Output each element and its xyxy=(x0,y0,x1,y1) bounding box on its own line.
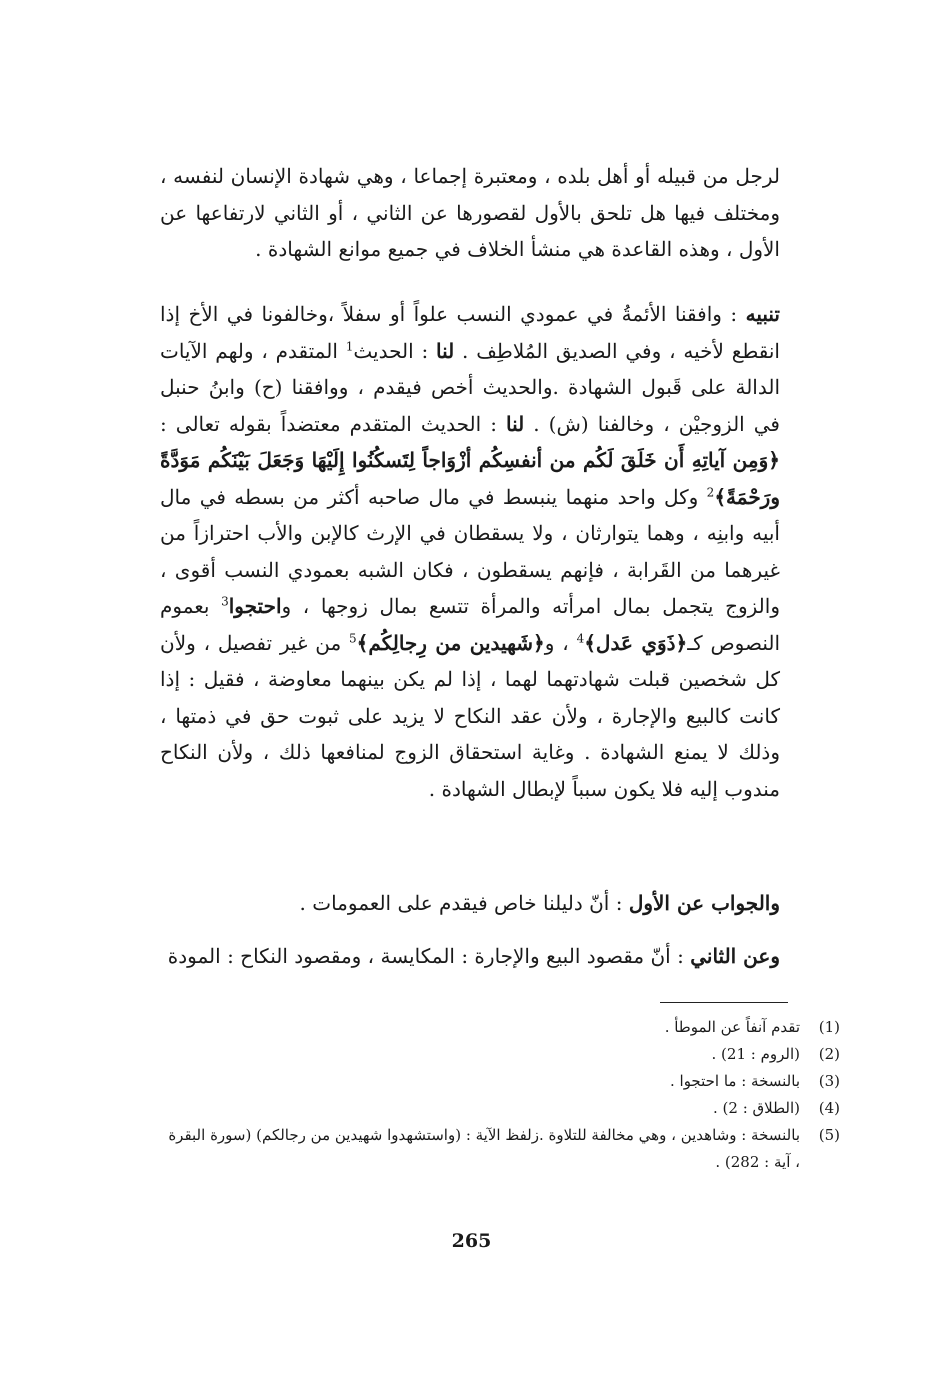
footnote-item xyxy=(160,1122,840,1176)
footnote-ref-2: 2 xyxy=(706,484,715,499)
paragraph-2-text xyxy=(160,296,780,807)
note-label: تنبيه xyxy=(745,302,780,326)
footnote-text: (الطلاق : 2) . xyxy=(712,1099,800,1117)
paragraph-2-part-8: من غير تفصيل ، ولأن كل شخصين قبلت شهادتهما لهما ، إذا لم يكن بينهما معاوضة ، فقيل : إذا كانت كالبيع والإجارة ، ولأن عقد النكاح لا يزيد على ثبوت حق في ذمتها ، وذلك لا يمنع الشهادة . وغاية استحقاق الزوج لمنافعها ذلك ، ولأن النكاح مندوب إليه فلا يكون سبباً لإبطال الشهادة . xyxy=(160,630,780,801)
footnote-text: بالنسخة : وشاهدين ، وهي مخالفة للتلاوة .زلفظ الآية : (واستشهدوا شهيدين من رجالكم) (سورة البقرة ، آية : 282) . xyxy=(168,1126,800,1171)
quran-verse-rum: ﴿وَمِن آياتِهِ أَن خَلَقَ لَكُم من أنفسِكُم أزْوَاجاً لِتَسكُنُوا إِلَيْهَا وَجَعَلَ بَيْنَكُم مَوَدَّةً ورَحْمَةً﴾ xyxy=(160,448,780,509)
footnote-item xyxy=(160,1068,840,1095)
lana-label-2: لنا xyxy=(506,411,525,436)
ihtajju-label: احتجوا xyxy=(228,594,282,618)
paragraph-2-part-6: بعموم النصوص كـ xyxy=(160,594,781,655)
paragraph-3-text xyxy=(160,885,780,922)
paragraph-1 xyxy=(160,158,780,268)
quran-verse-talaq: ﴿ذَوَي عَدل﴾ xyxy=(584,630,688,655)
footnote-text: (الروم : 21) . xyxy=(711,1045,800,1063)
paragraph-2-part-2: : الحديث xyxy=(353,338,436,363)
footnote-text: بالنسخة : ما احتجوا . xyxy=(669,1072,800,1090)
paragraph-4-text xyxy=(160,938,780,975)
paragraph-2-part-7: ، و xyxy=(544,630,577,655)
footnote-ref-5: 5 xyxy=(349,630,357,645)
footnote-item xyxy=(160,1095,840,1122)
footnote-item xyxy=(160,1041,840,1068)
footnote-number: (3) xyxy=(818,1072,840,1090)
paragraph-2-part-4: : الحديث المتقدم معتضداً بقوله تعالى : xyxy=(160,411,506,436)
paragraph-3 xyxy=(160,885,780,922)
answer-second-text: : أنّ مقصود البيع والإجارة : المكايسة ، ومقصود النكاح : المودة xyxy=(167,944,691,968)
footnote-text: تقدم آنفاً عن الموطأ . xyxy=(664,1018,800,1036)
footnote-ref-3: 3 xyxy=(221,594,229,609)
paragraph-4 xyxy=(160,938,780,975)
paragraph-2-part-1: : وافقنا الأئمةُ في عمودي النسب علواً أو سفلاً ،وخالفونا في الأخ إذا انقطع لأخيه ، وفي الصديق المُلاطِف . xyxy=(160,302,780,363)
footnote-separator xyxy=(660,1002,788,1003)
footnote-number: (2) xyxy=(818,1045,840,1063)
footnote-ref-4: 4 xyxy=(576,630,585,645)
answer-first-label: والجواب عن الأول xyxy=(628,891,780,915)
footnote-number: (4) xyxy=(818,1099,840,1117)
footnote-item xyxy=(160,1014,840,1041)
answer-second-label: وعن الثاني xyxy=(690,944,780,968)
footnote-number: (1) xyxy=(818,1018,840,1036)
footnote-ref-1: 1 xyxy=(345,338,354,353)
page-number: 265 xyxy=(451,1230,492,1252)
paragraph-2-part-5: وكل واحد منهما ينبسط في مال صاحبه أكثر من بسطه في مال أبيه وابنِه ، وهما يتوارثان ، ولا يسقطان في الإرث كالإبن والأب احترازاً من غيرهما من القَرابة ، فإنهم يسقطون ، فكان الشبه بعمودي النسب أقوى ، والزوج يتجمل بمال امرأته والمرأة تتسع بمال زوجها ، و xyxy=(160,484,780,618)
answer-first-text: : أنّ دليلنا خاص فيقدم على العمومات . xyxy=(299,891,629,915)
paragraph-1-text: لرجل من قبيله أو أهل بلده ، ومعتبرة إجماعا ، وهي شهادة الإنسان لنفسه ، ومختلف فيها هل تلحق بالأول لقصورها عن الثاني ، أو الثاني لارتفاعها عن الأول ، وهذه القاعدة هي منشأ الخلاف في جميع موانع الشهادة . xyxy=(160,164,780,261)
lana-label-1: لنا xyxy=(436,338,455,363)
paragraph-2 xyxy=(160,296,780,807)
footnote-number: (5) xyxy=(818,1126,840,1144)
footnotes xyxy=(160,1014,840,1176)
quran-verse-baqara: ﴿شَهيدين من رِجالِكُم﴾ xyxy=(356,630,545,655)
paragraph-2-part-3: المتقدم ، ولهم الآيات الدالة على قَبول الشهادة .والحديث أخص فيقدم ، ووافقنا (ح) وابنُ حنبل في الزوجيْن ، وخالفنا (ش) . xyxy=(160,338,780,436)
